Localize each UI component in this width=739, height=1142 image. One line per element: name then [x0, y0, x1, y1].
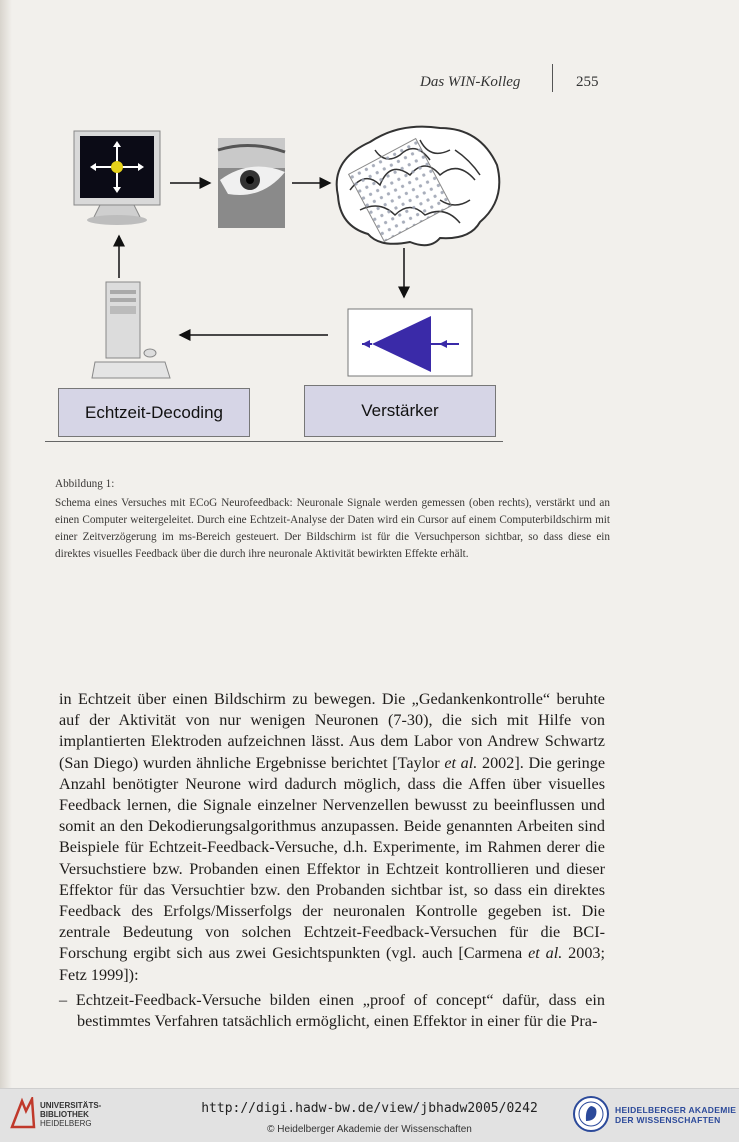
brain-icon [337, 127, 500, 246]
body-text-part-2: 2002]. Die geringe Anzahl benötigter Neurone wird dadurch möglich, dass die Affen über visuelles Feedback lernen, die Signale einzelner Nervenzellen bewusst zu beeinflussen und somit an den Dekodierungsalgorithmus anzupassen. Beide genannten Arbeiten sind Beispiele für Echtzeit-Feedback-Versuche, d.h. Experimente, im Rahmen derer die Versuchstiere bzw. Probanden einen Effektor in Echtzeit kontrollieren und dieser Effektor für das Versuchtier bzw. den Probanden sichtbar ist, so dass ein direktes Feedback des Erfolgs/Misserfolgs der neuronalen Kontrolle gegeben ist. Die zentrale Bedeutung von solchen Echtzeit-Feedback-Versuchen für die BCI-Forschung ergibt sich aus zwei Gesichtspunkten (vgl. auch [Carmena [59, 753, 606, 963]
body-paragraph [59, 689, 605, 986]
citation-etal-1: et al. [444, 753, 478, 772]
caption-label: Abbildung 1: [55, 478, 115, 490]
academy-name-line-1: HEIDELBERGER AKADEMIE [615, 1105, 737, 1115]
figure-caption [55, 476, 610, 563]
library-name-line-3: HEIDELBERG [40, 1119, 92, 1128]
running-title: Das WIN-Kolleg [420, 74, 521, 90]
library-name-line-1: UNIVERSITÄTS- [40, 1101, 102, 1110]
academy-name-line-2: DER WISSENSCHAFTEN [615, 1115, 721, 1125]
permalink-url[interactable]: http://digi.hadw-bw.de/view/jbhadw2005/0242 [201, 1101, 538, 1116]
bullet-item: – Echtzeit-Feedback-Versuche bilden einen „proof of concept“ dafür, dass ein bestimmtes Verfahren tatsächlich ermöglicht, einen Effektor in einer für die Pra- [59, 990, 605, 1031]
figure-rule [45, 441, 503, 442]
academy-seal-icon [572, 1095, 610, 1133]
footer-bar [0, 1088, 739, 1142]
library-name-line-2: BIBLIOTHEK [40, 1110, 89, 1119]
academy-name [615, 1105, 736, 1125]
citation-etal-2: et al. [528, 944, 563, 963]
copyright-notice: © Heidelberger Akademie der Wissenschaften [267, 1124, 472, 1135]
body-text [59, 689, 605, 1032]
body-text-part-3: 2003; Fetz 1999]): [59, 944, 606, 984]
computer-icon [92, 282, 170, 378]
decoding-box: Echtzeit-Decoding [58, 388, 250, 437]
page-number: 255 [576, 74, 599, 90]
amplifier-icon [348, 309, 472, 376]
caption-text: Schema eines Versuches mit ECoG Neurofeedback: Neuronale Signale werden gemessen (oben rechts), verstärkt und an einen Computer weitergeleitet. Durch eine Echtzeit-Analyse der Daten wird ein Cursor auf einem Computerbildschirm mit einer Zeitverzögerung im ms-Bereich gesteuert. Der Bildschirm ist für die Versuchperson sichtbar, so dass diese ein direktes visuelles Feedback über die durch ihre neuronale Aktivität bewirkten Effekte erhält. [55, 497, 610, 560]
amplifier-box: Verstärker [304, 385, 496, 437]
eye-icon [218, 138, 285, 228]
body-text-part-1: in Echtzeit über einen Bildschirm zu bewegen. Die „Gedankenkontrolle“ beruhte auf der Aktivität von nur wenigen Neuronen (7-30), die sich mit Hilfe von implantierten Elektroden aufzeichnen lässt. Aus dem Labor von Andrew Schwartz (San Diego) wurden ähnliche Ergebnisse berichtet [Taylor [59, 690, 605, 772]
monitor-icon [74, 131, 160, 225]
